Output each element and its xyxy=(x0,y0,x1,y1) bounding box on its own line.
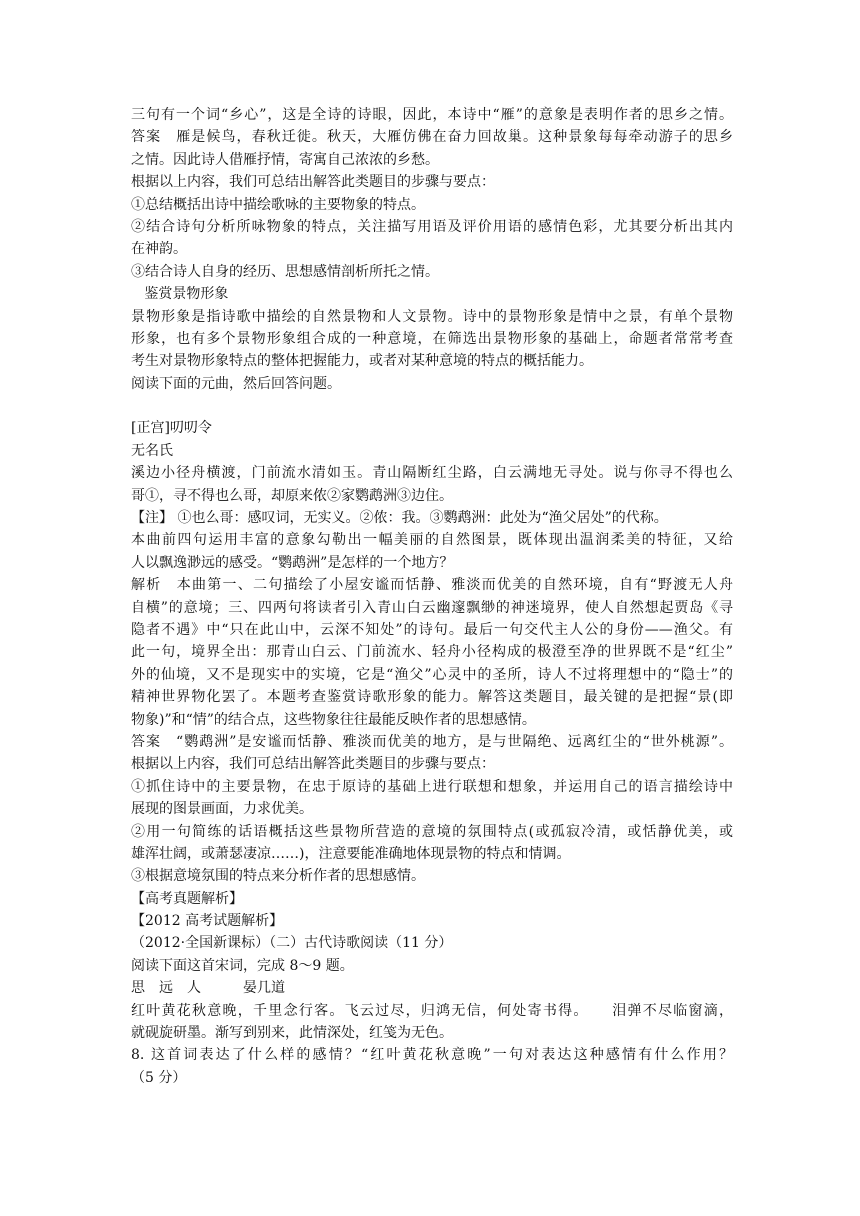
document-body xyxy=(131,104,733,1089)
text-line: 外的仙境，又不是现实中的实境，它是“渔父”心灵中的圣所，诗人不过将理想中的“隐士”的 xyxy=(131,666,733,683)
text-line: 展现的图景画面，力求优美。 xyxy=(131,801,313,818)
text-line: 形象，也有多个景物形象组合成的一种意境，在筛选出景物形象的基础上，命题者常常考查 xyxy=(131,330,733,347)
text-line: 无名氏 xyxy=(131,442,173,459)
text-line: 人以飘逸渺远的感受。“鹦鹉洲”是怎样的一个地方？ xyxy=(131,554,454,571)
text-line: 物象)”和“情”的结合点，这些物象往往最能反映作者的思想感情。 xyxy=(131,711,536,728)
text-line: ②结合诗句分析所咏物象的特点，关注描写用语及评价用语的感情色彩，尤其要分析出其内 xyxy=(131,218,733,235)
text-line: ①抓住诗中的主要景物，在忠于原诗的基础上进行联想和想象，并运用自己的语言描绘诗中 xyxy=(131,778,733,795)
text-line: 本曲前四句运用丰富的意象勾勒出一幅美丽的自然图景，既体现出温润柔美的特征，又给 xyxy=(131,532,733,549)
text-line: 【2012 高考试题解析】 xyxy=(131,913,284,930)
text-line: 在神韵。 xyxy=(131,241,187,258)
text-line: 红叶黄花秋意晚，千里念行客。飞云过尽，归鸿无信，何处寄书得。 泪弹不尽临窗滴， xyxy=(131,1002,733,1019)
text-line: ②用一句简练的话语概括这些景物所营造的意境的氛围特点(或孤寂冷清，或恬静优美，或 xyxy=(131,823,733,840)
text-line: 哥①，寻不得也么哥，却原来侬②家鹦鹉洲③边住。 xyxy=(131,487,453,504)
text-line: 雄浑壮阔，或萧瑟凄凉……)，注意要能准确地体现景物的特点和情调。 xyxy=(131,845,571,862)
text-line: 溪边小径舟横渡，门前流水清如玉。青山隔断红尘路，白云满地无寻处。说与你寻不得也么 xyxy=(131,465,733,482)
text-line: ③根据意境氛围的特点来分析作者的思想感情。 xyxy=(131,868,425,885)
text-line: 阅读下面这首宋词，完成 8～9 题。 xyxy=(131,957,354,974)
text-line: 精神世界物化罢了。本题考查鉴赏诗歌形象的能力。解答这类题目，最关键的是把握“景(即 xyxy=(131,689,733,706)
text-line: （2012·全国新课标）（二）古代诗歌阅读（11 分） xyxy=(131,935,453,952)
text-line: 8. 这首词表达了什么样的感情？“红叶黄花秋意晚”一句对表达这种感情有什么作用？ xyxy=(131,1047,733,1064)
text-line: （5 分） xyxy=(131,1069,187,1086)
text-line: 【高考真题解析】 xyxy=(131,890,243,907)
text-line: 景物形象是指诗歌中描绘的自然景物和人文景物。诗中的景物形象是情中之景，有单个景物 xyxy=(131,308,733,325)
text-line: 自横”的意境；三、四两句将读者引入青山白云幽邃飘缈的神迷境界，使人自然想起贾岛《寻 xyxy=(131,599,733,616)
blank-line xyxy=(131,395,733,417)
text-line: 答案 雁是候鸟，春秋迁徙。秋天，大雁仿佛在奋力回故巢。这种景象每每牵动游子的思乡 xyxy=(131,129,733,146)
text-line: 阅读下面的元曲，然后回答问题。 xyxy=(131,375,341,392)
text-line: 就砚旋研墨。渐写到别来，此情深处，红笺为无色。 xyxy=(131,1025,453,1042)
text-line: 根据以上内容，我们可总结出解答此类题目的步骤与要点： xyxy=(131,174,495,191)
text-line: 根据以上内容，我们可总结出解答此类题目的步骤与要点： xyxy=(131,756,495,773)
text-line: 之情。因此诗人借雁抒情，寄寓自己浓浓的乡愁。 xyxy=(131,151,439,168)
text-line: 考生对景物形象特点的整体把握能力，或者对某种意境的特点的概括能力。 xyxy=(131,353,593,370)
text-line: 三句有一个词“乡心”，这是全诗的诗眼，因此，本诗中“雁”的意象是表明作者的思乡之情。 xyxy=(131,107,733,123)
text-line: [正宫]叨叨令 xyxy=(131,420,212,437)
text-line: 解析 本曲第一、二句描绘了小屋安谧而恬静、雅淡而优美的自然环境，自有“野渡无人舟 xyxy=(131,577,733,594)
text-line: 思 远 人 晏几道 xyxy=(131,980,285,997)
text-line: ①总结概括出诗中描绘歌咏的主要物象的特点。 xyxy=(131,196,425,213)
text-line: 答案 “鹦鹉洲”是安谧而恬静、雅淡而优美的地方，是与世隔绝、远离红尘的“世外桃源”。 xyxy=(131,733,733,750)
text-line: 鉴赏景物形象 xyxy=(131,286,229,303)
text-line: 隐者不遇》中“只在此山中，云深不知处”的诗句。最后一句交代主人公的身份——渔父。有 xyxy=(131,621,733,638)
text-line: ③结合诗人自身的经历、思想感情剖析所托之情。 xyxy=(131,263,439,280)
text-line: 【注】 ①也么哥：感叹词，无实义。②侬：我。③鹦鹉洲：此处为“渔父居处”的代称。 xyxy=(131,510,668,527)
text-line: 此一句，境界全出：那青山白云、门前流水、轻舟小径构成的极澄至净的世界既不是“红尘” xyxy=(131,644,733,661)
